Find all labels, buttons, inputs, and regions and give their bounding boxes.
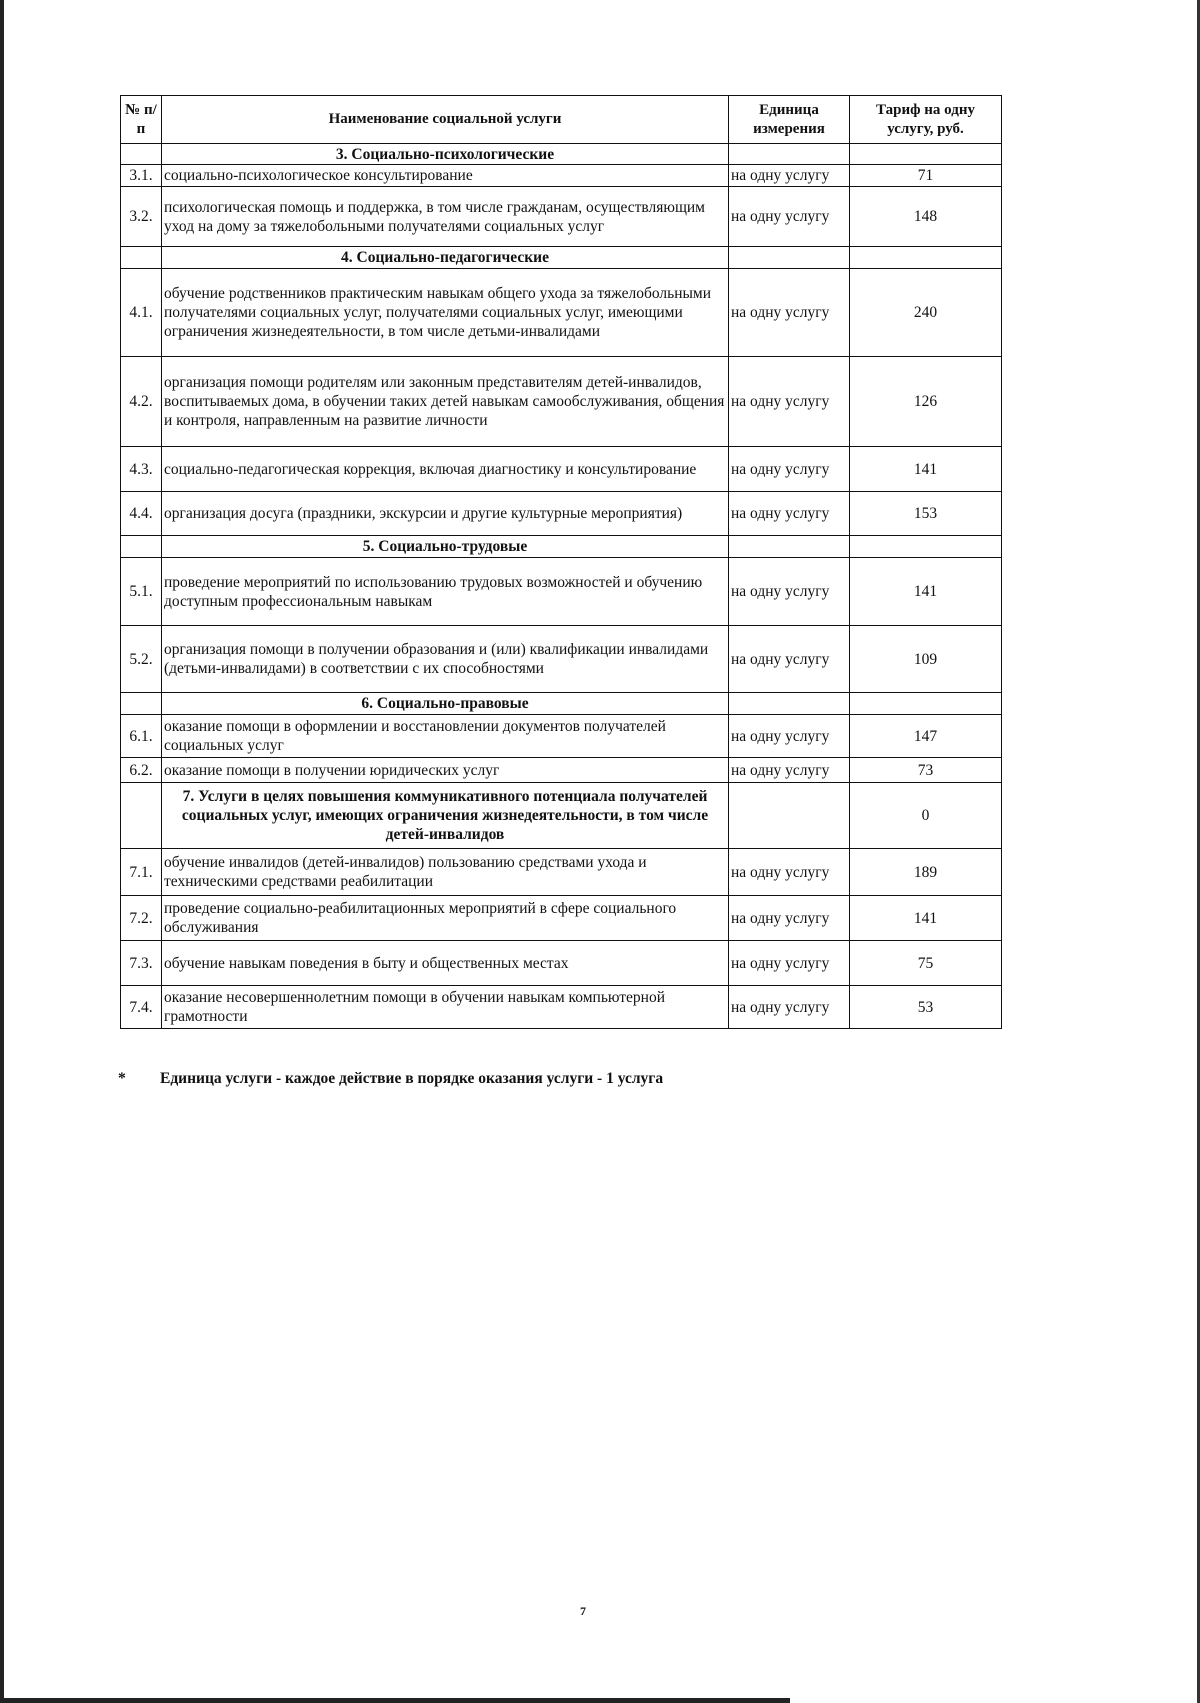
row-price: 71	[850, 165, 1002, 187]
section-row	[121, 247, 1002, 269]
row-num: 6.2.	[121, 758, 162, 783]
table-row	[121, 849, 1002, 896]
table-header	[121, 96, 1002, 144]
row-name: оказание помощи в оформлении и восстановлении документов получателей социальных услуг	[162, 715, 729, 758]
row-num: 4.2.	[121, 357, 162, 447]
row-num: 7.4.	[121, 986, 162, 1029]
header-unit: Единица измерения	[729, 96, 850, 144]
row-num: 6.1.	[121, 715, 162, 758]
row-num: 5.2.	[121, 626, 162, 693]
table-row	[121, 492, 1002, 536]
row-price: 189	[850, 849, 1002, 896]
row-name: проведение социально-реабилитационных мероприятий в сфере социального обслуживания	[162, 896, 729, 941]
row-price: 53	[850, 986, 1002, 1029]
row-unit: на одну услугу	[729, 941, 850, 986]
footnote	[118, 1070, 663, 1088]
row-num: 4.1.	[121, 269, 162, 357]
section-price: 0	[850, 783, 1002, 849]
row-unit: на одну услугу	[729, 896, 850, 941]
row-name: оказание несовершеннолетним помощи в обучении навыкам компьютерной грамотности	[162, 986, 729, 1029]
table-row	[121, 758, 1002, 783]
header-name: Наименование социальной услуги	[162, 96, 729, 144]
table-row	[121, 558, 1002, 626]
row-unit: на одну услугу	[729, 187, 850, 247]
row-unit: на одну услугу	[729, 758, 850, 783]
section-title: 3. Социально-психологические	[162, 144, 729, 165]
row-name: оказание помощи в получении юридических услуг	[162, 758, 729, 783]
row-name: организация помощи в получении образования и (или) квалификации инвалидами (детьми-инвалидами) в соответствии с их способностями	[162, 626, 729, 693]
section-row	[121, 783, 1002, 849]
table-row	[121, 357, 1002, 447]
row-unit: на одну услугу	[729, 357, 850, 447]
row-num: 4.3.	[121, 447, 162, 492]
section-title: 4. Социально-педагогические	[162, 247, 729, 269]
section-row	[121, 536, 1002, 558]
row-name: социально-педагогическая коррекция, включая диагностику и консультирование	[162, 447, 729, 492]
tariff-table	[120, 95, 1002, 1029]
footnote-marker: *	[118, 1070, 126, 1087]
row-price: 73	[850, 758, 1002, 783]
row-unit: на одну услугу	[729, 558, 850, 626]
page-number: 7	[580, 1604, 586, 1618]
row-name: организация помощи родителям или законным представителям детей-инвалидов, воспитываемых дома, в обучении таких детей навыкам самообслуживания, общения и контроля, направленным на развитие личности	[162, 357, 729, 447]
row-num: 5.1.	[121, 558, 162, 626]
row-num: 3.1.	[121, 165, 162, 187]
section-row	[121, 144, 1002, 165]
row-name: социально-психологическое консультирование	[162, 165, 729, 187]
table-row	[121, 447, 1002, 492]
row-price: 141	[850, 558, 1002, 626]
row-name: проведение мероприятий по использованию трудовых возможностей и обучению доступным профессиональным навыкам	[162, 558, 729, 626]
row-name: обучение инвалидов (детей-инвалидов) пользованию средствами ухода и техническими средствами реабилитации	[162, 849, 729, 896]
table-row	[121, 187, 1002, 247]
row-name: обучение родственников практическим навыкам общего ухода за тяжелобольными получателями социальных услуг, получателями социальных услуг, имеющими ограничения жизнедеятельности, в том числе детьми-инвалидами	[162, 269, 729, 357]
section-row	[121, 693, 1002, 715]
row-name: обучение навыкам поведения в быту и общественных местах	[162, 941, 729, 986]
row-num: 4.4.	[121, 492, 162, 536]
section-title: 5. Социально-трудовые	[162, 536, 729, 558]
header-num: № п/п	[121, 96, 162, 144]
table-row	[121, 986, 1002, 1029]
row-num: 3.2.	[121, 187, 162, 247]
row-price: 147	[850, 715, 1002, 758]
table-row	[121, 626, 1002, 693]
table-row	[121, 715, 1002, 758]
row-num: 7.3.	[121, 941, 162, 986]
scan-edge-bottom	[0, 1698, 790, 1703]
footnote-text: Единица услуги - каждое действие в порядке оказания услуги - 1 услуга	[160, 1070, 664, 1087]
table-row	[121, 165, 1002, 187]
table-row	[121, 896, 1002, 941]
table-row	[121, 269, 1002, 357]
row-price: 126	[850, 357, 1002, 447]
row-price: 148	[850, 187, 1002, 247]
row-unit: на одну услугу	[729, 492, 850, 536]
row-price: 109	[850, 626, 1002, 693]
row-name: организация досуга (праздники, экскурсии и другие культурные мероприятия)	[162, 492, 729, 536]
row-num: 7.2.	[121, 896, 162, 941]
row-price: 141	[850, 447, 1002, 492]
row-unit: на одну услугу	[729, 849, 850, 896]
row-unit: на одну услугу	[729, 269, 850, 357]
row-num: 7.1.	[121, 849, 162, 896]
section-title: 7. Услуги в целях повышения коммуникативного потенциала получателей социальных услуг, имеющих ограничения жизнедеятельности, в том числе детей-инвалидов	[162, 783, 729, 849]
section-title: 6. Социально-правовые	[162, 693, 729, 715]
table-row	[121, 941, 1002, 986]
scan-edge-left	[0, 0, 4, 1703]
row-price: 153	[850, 492, 1002, 536]
header-price: Тариф на одну услугу, руб.	[850, 96, 1002, 144]
row-price: 141	[850, 896, 1002, 941]
row-price: 240	[850, 269, 1002, 357]
row-unit: на одну услугу	[729, 447, 850, 492]
row-unit: на одну услугу	[729, 165, 850, 187]
row-unit: на одну услугу	[729, 986, 850, 1029]
row-price: 75	[850, 941, 1002, 986]
row-name: психологическая помощь и поддержка, в том числе гражданам, осуществляющим уход на дому за тяжелобольными получателями социальных услуг	[162, 187, 729, 247]
row-unit: на одну услугу	[729, 626, 850, 693]
row-unit: на одну услугу	[729, 715, 850, 758]
